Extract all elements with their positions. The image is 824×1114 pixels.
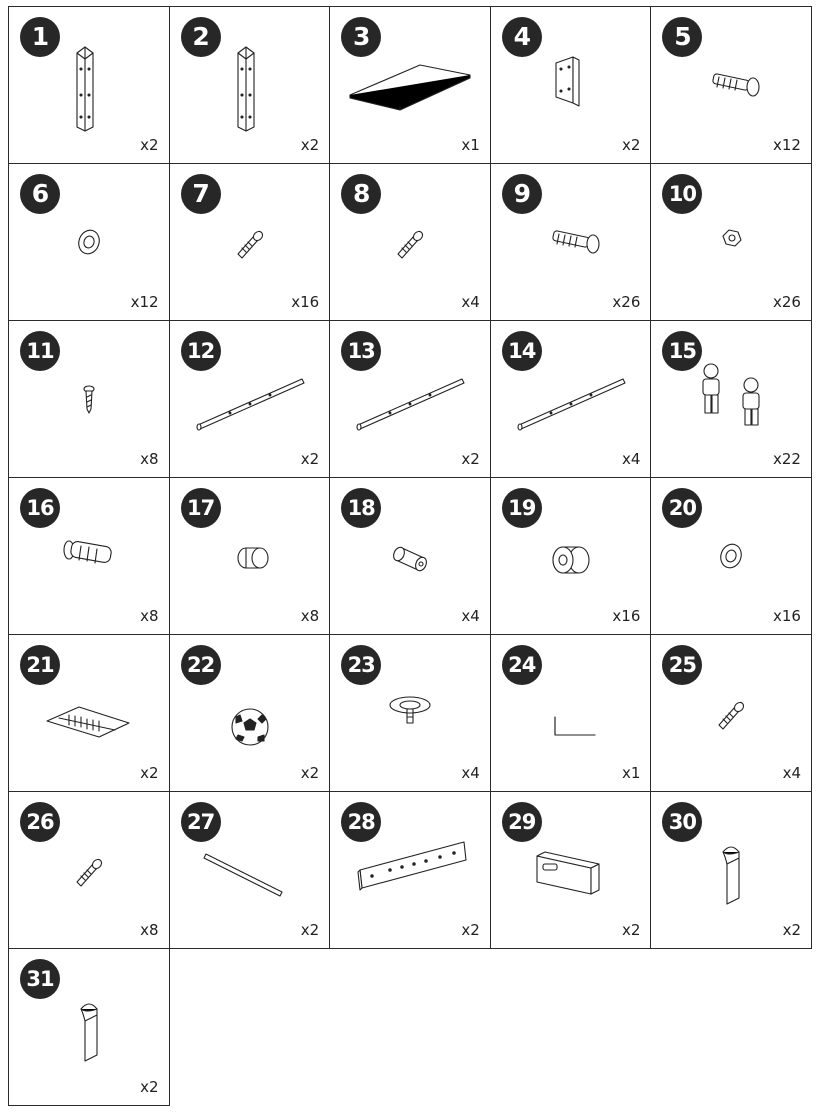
part-cell-4 [490,6,652,164]
part-cell-8 [329,163,491,321]
part-number-badge: 14 [502,331,542,371]
part-number-badge: 18 [341,488,381,528]
part-quantity: x2 [621,136,641,154]
part-cell-1 [8,6,170,164]
part-quantity: x22 [773,450,801,468]
part-cell-31 [8,948,170,1106]
part-number-badge: 6 [20,174,60,214]
part-number-badge: 15 [662,331,702,371]
part-quantity: x16 [773,607,801,625]
part-number-badge: 23 [341,645,381,685]
part-cell-17 [169,477,331,635]
part-number-badge: 31 [20,959,60,999]
part-cell-13 [329,320,491,478]
part-number-badge: 27 [181,802,221,842]
part-quantity: x4 [461,764,480,782]
part-quantity: x8 [300,607,320,625]
part-number-badge: 26 [20,802,60,842]
part-quantity: x4 [782,764,801,782]
part-number-badge: 19 [502,488,542,528]
part-number-badge: 11 [20,331,60,371]
part-number-badge: 21 [20,645,60,685]
part-cell-5 [650,6,812,164]
part-quantity: x12 [130,293,159,311]
part-quantity: x12 [773,136,801,154]
part-number-badge: 10 [662,174,702,214]
part-number-badge: 7 [181,174,221,214]
part-cell-19 [490,477,652,635]
part-quantity: x2 [140,764,159,782]
part-cell-10 [650,163,812,321]
part-quantity: x2 [782,921,801,939]
part-quantity: x2 [140,136,159,154]
part-quantity: x8 [140,450,159,468]
part-number-badge: 24 [502,645,542,685]
part-number-badge: 3 [341,17,381,57]
part-cell-3 [329,6,491,164]
part-cell-16 [8,477,170,635]
part-cell-18 [329,477,491,635]
part-cell-21 [8,634,170,792]
part-quantity: x8 [140,607,159,625]
part-number-badge: 2 [181,17,221,57]
part-cell-27 [169,791,331,949]
part-number-badge: 25 [662,645,702,685]
part-cell-2 [169,6,331,164]
part-quantity: x2 [300,921,320,939]
part-quantity: x1 [461,136,480,154]
part-cell-25 [650,634,812,792]
part-cell-6 [8,163,170,321]
part-number-badge: 20 [662,488,702,528]
part-cell-23 [329,634,491,792]
part-number-badge: 13 [341,331,381,371]
part-quantity: x4 [621,450,641,468]
part-cell-24 [490,634,652,792]
part-cell-28 [329,791,491,949]
part-cell-26 [8,791,170,949]
part-cell-30 [650,791,812,949]
part-quantity: x2 [140,1078,159,1096]
part-quantity: x2 [461,450,480,468]
part-number-badge: 12 [181,331,221,371]
part-quantity: x2 [461,921,480,939]
part-cell-12 [169,320,331,478]
part-number-badge: 8 [341,174,381,214]
part-number-badge: 9 [502,174,542,214]
parts-grid [8,6,811,1106]
part-number-badge: 17 [181,488,221,528]
part-cell-20 [650,477,812,635]
part-quantity: x4 [461,293,480,311]
part-quantity: x16 [291,293,320,311]
part-number-badge: 1 [20,17,60,57]
part-number-badge: 30 [662,802,702,842]
part-quantity: x26 [773,293,801,311]
part-cell-15 [650,320,812,478]
part-cell-22 [169,634,331,792]
part-cell-14 [490,320,652,478]
part-cell-7 [169,163,331,321]
part-cell-29 [490,791,652,949]
part-number-badge: 4 [502,17,542,57]
part-number-badge: 22 [181,645,221,685]
part-quantity: x2 [300,450,320,468]
part-number-badge: 16 [20,488,60,528]
part-quantity: x2 [300,136,320,154]
part-cell-9 [490,163,652,321]
part-quantity: x1 [621,764,641,782]
part-cell-11 [8,320,170,478]
part-quantity: x8 [140,921,159,939]
part-quantity: x2 [621,921,641,939]
part-quantity: x26 [612,293,641,311]
part-number-badge: 28 [341,802,381,842]
part-number-badge: 29 [502,802,542,842]
part-quantity: x16 [612,607,641,625]
part-quantity: x2 [300,764,320,782]
part-number-badge: 5 [662,17,702,57]
part-quantity: x4 [461,607,480,625]
